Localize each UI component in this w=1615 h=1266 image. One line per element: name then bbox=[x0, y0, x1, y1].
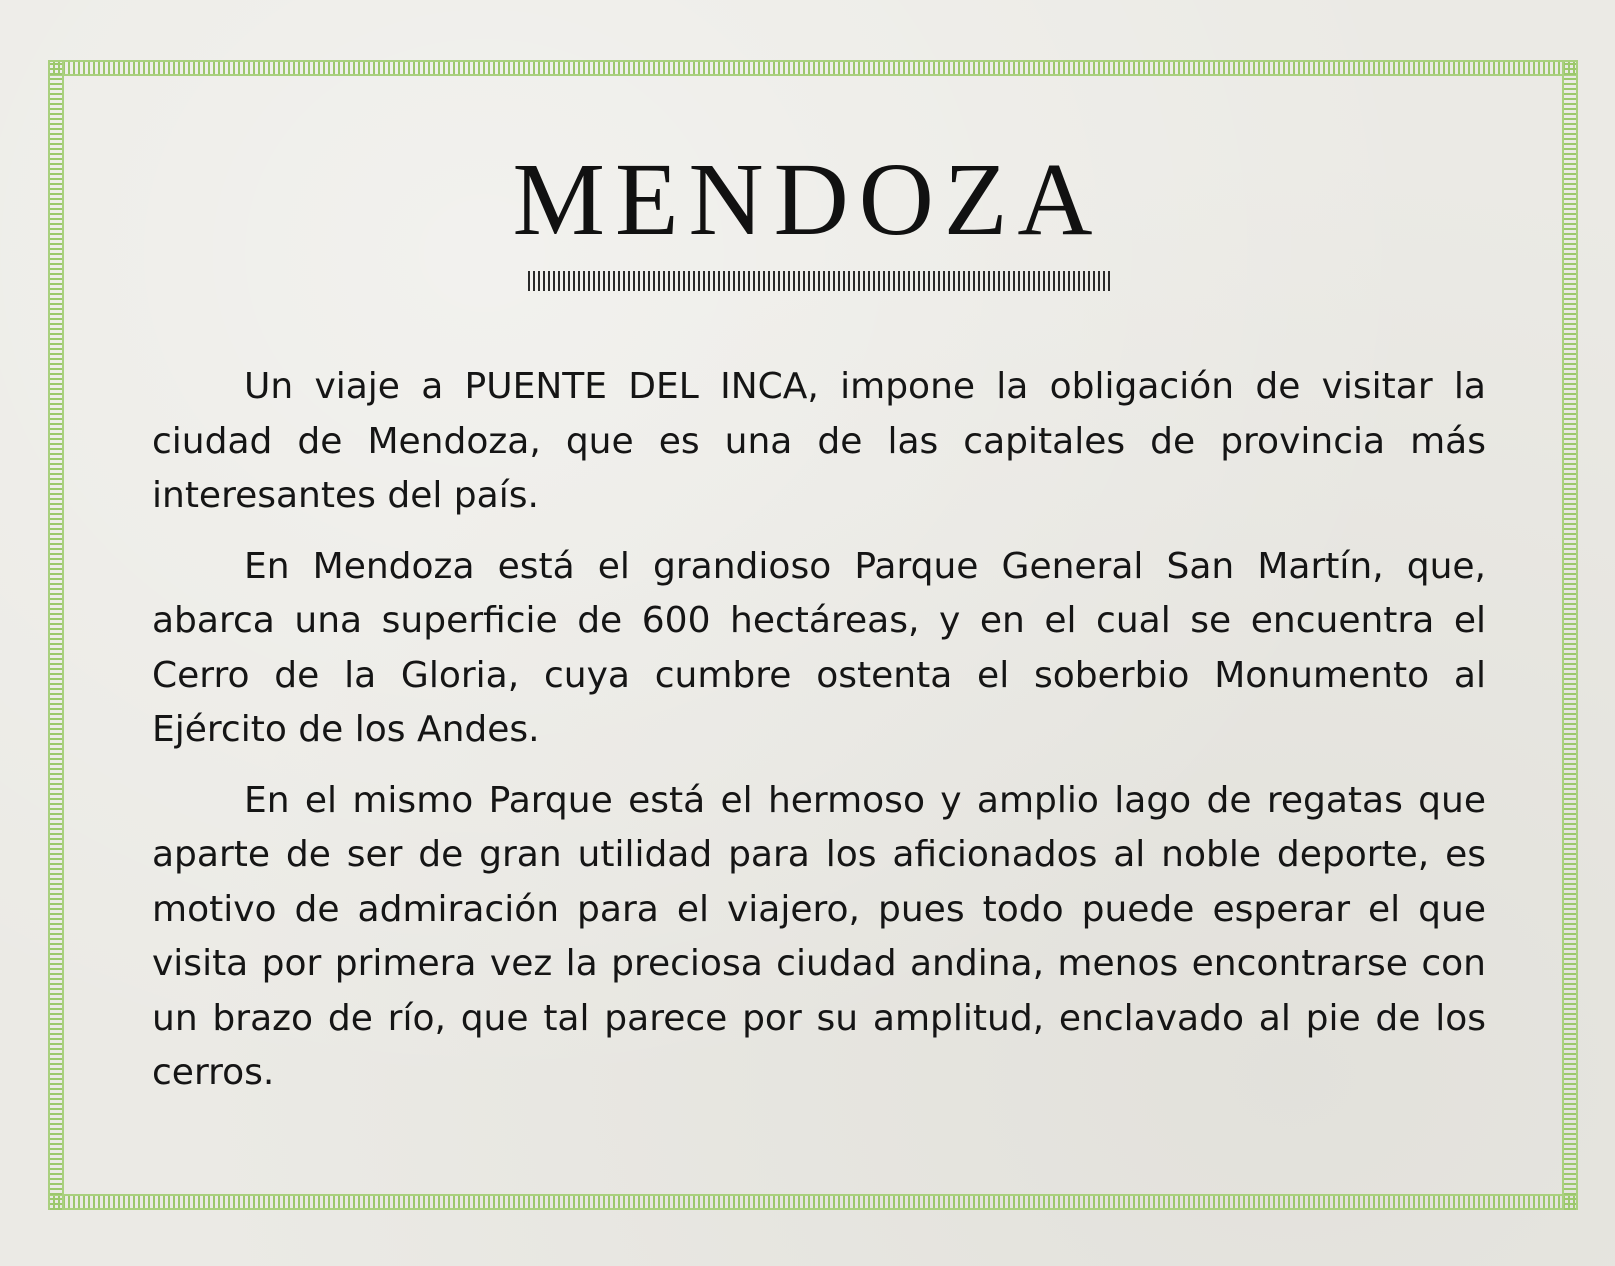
border-top bbox=[48, 60, 1578, 76]
paragraph-3: En el mismo Parque está el hermoso y amplio lago de regatas que aparte de ser de gran utilidad para los aficionados al noble deporte, es motivo de admiración para el viajero, pues todo puede esperar el que visita por primera vez la preciosa ciudad andina, menos encontrarse con un brazo de río, que tal parece por su amplitud, enclavado al pie de los cerros. bbox=[152, 779, 1486, 1093]
border-bottom bbox=[48, 1194, 1578, 1210]
page-title: MENDOZA bbox=[512, 142, 1103, 257]
title-underline-rule bbox=[528, 271, 1113, 291]
paragraph-1: Un viaje a PUENTE DEL INCA, impone la obligación de visitar la ciudad de Mendoza, que es una de las capitales de provincia más interesantes del país. bbox=[152, 366, 1486, 516]
body-text bbox=[152, 360, 1486, 1117]
paragraph-2: En Mendoza está el grandioso Parque General San Martín, que, abarca una superficie de 600 hectáreas, y en el cual se encuentra el Cerro de la Gloria, cuya cumbre ostenta el soberbio Monumento al Ejército de los Andes. bbox=[152, 545, 1486, 750]
